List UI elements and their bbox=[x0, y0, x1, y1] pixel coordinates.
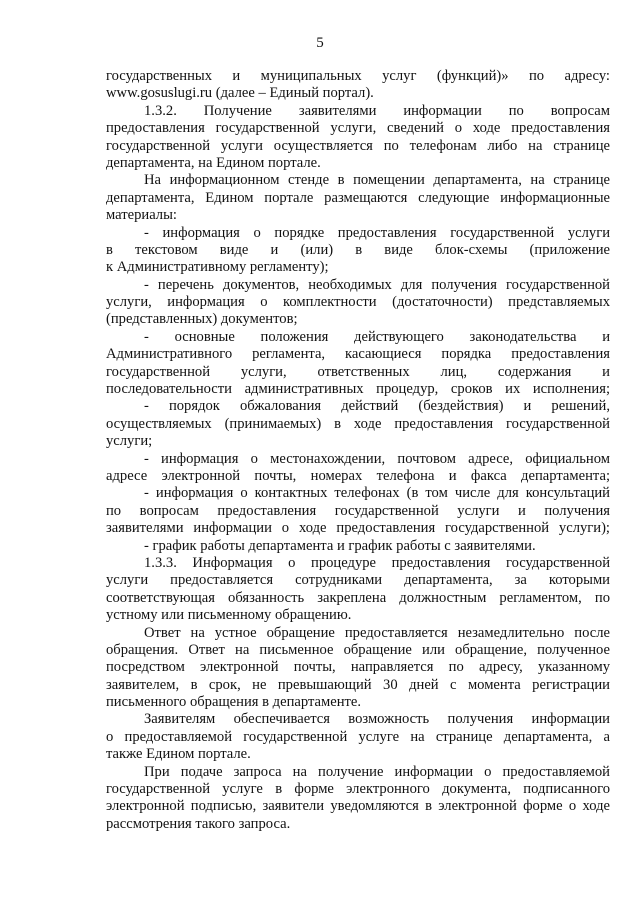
text-line: рассмотрения такого запроса. bbox=[106, 815, 291, 832]
text-line: к Административному регламенту); bbox=[106, 259, 329, 276]
text-line: государственных и муниципальных услуг (функций)» по адресу: bbox=[106, 68, 610, 84]
paragraph-first-line: - основные положения действующего законодательства и bbox=[144, 328, 610, 345]
paragraph-first-line: При подаче запроса на получение информации о предоставляемой bbox=[144, 763, 610, 780]
text-line: Административного регламента, касающиеся порядка предоставления bbox=[106, 346, 610, 363]
text-line: последовательности административных процедур, сроков их исполнения; bbox=[106, 381, 610, 398]
text-line: соответствующая обязанность закреплена должностным регламентом, по bbox=[106, 589, 610, 606]
document-body bbox=[106, 68, 610, 833]
paragraph-first-line: - перечень документов, необходимых для получения государственной bbox=[144, 276, 610, 293]
paragraph-first-line: - информация о контактных телефонах (в том числе для консультаций bbox=[144, 485, 610, 502]
paragraph-first-line: - информация о порядке предоставления государственной услуги bbox=[144, 224, 610, 241]
paragraph-first-line: На информационном стенде в помещении департамента, на странице bbox=[144, 172, 610, 189]
text-line: электронной подписью, заявители уведомляются в электронной форме о ходе bbox=[106, 798, 610, 815]
paragraph-first-line: - порядок обжалования действий (бездействия) и решений, bbox=[144, 398, 610, 415]
text-line: о предоставляемой государственной услуге на странице департамента, а bbox=[106, 728, 610, 745]
text-line: обращения. Ответ на письменное обращение или обращение, полученное bbox=[106, 641, 610, 658]
text-line: также Едином портале. bbox=[106, 746, 251, 763]
text-line: государственной услуге в форме электронного документа, подписанного bbox=[106, 781, 610, 798]
paragraph-first-line: - информация о местонахождении, почтовом адресе, официальном bbox=[144, 450, 610, 467]
text-line: услуги предоставляется сотрудниками департамента, за которыми bbox=[106, 572, 610, 589]
text-line: по вопросам предоставления государственной услуги и получения bbox=[106, 502, 610, 519]
text-line: www.gosuslugi.ru (далее – Единый портал). bbox=[106, 85, 374, 102]
text-line: услуги, информация о комплектности (достаточности) представляемых bbox=[106, 294, 610, 311]
text-line: посредством электронной почты, направляется по адресу, указанному bbox=[106, 659, 610, 676]
text-line: устному или письменному обращению. bbox=[106, 607, 352, 624]
text-line: департамента, Едином портале размещаются следующие информационные bbox=[106, 189, 610, 206]
text-line: адресе электронной почты, номерах телефона и факса департамента; bbox=[106, 467, 610, 484]
text-line: в текстовом виде и (или) в виде блок-схемы (приложение bbox=[106, 241, 610, 258]
text-line: предоставления государственной услуги, сведений о ходе предоставления bbox=[106, 120, 610, 137]
page-number: 5 bbox=[316, 35, 324, 51]
text-line: (представленных) документов; bbox=[106, 311, 298, 328]
text-line: заявителями информации о ходе предоставления государственной услуги); bbox=[106, 520, 610, 537]
text-line: государственной услуги, ответственных лиц, содержания и bbox=[106, 363, 610, 380]
text-line: письменного обращения в департаменте. bbox=[106, 694, 362, 711]
text-line: заявителем, в срок, не превышающий 30 дней с момента регистрации bbox=[106, 676, 610, 693]
paragraph-first-line: 1.3.3. Информация о процедуре предоставления государственной bbox=[144, 554, 610, 571]
text-line: услуги; bbox=[106, 433, 153, 450]
text-line: государственной услуги осуществляется по телефонам либо на странице bbox=[106, 137, 610, 154]
text-line: департамента, на Едином портале. bbox=[106, 154, 321, 171]
paragraph-first-line: 1.3.2. Получение заявителями информации по вопросам bbox=[144, 102, 610, 119]
paragraph-first-line: Ответ на устное обращение предоставляется незамедлительно после bbox=[144, 624, 610, 641]
paragraph-first-line: Заявителям обеспечивается возможность получения информации bbox=[144, 711, 610, 728]
paragraph-first-line: - график работы департамента и график работы с заявителями. bbox=[144, 537, 536, 554]
text-line: материалы: bbox=[106, 207, 177, 224]
text-line: осуществляемых (принимаемых) в ходе предоставления государственной bbox=[106, 415, 610, 432]
